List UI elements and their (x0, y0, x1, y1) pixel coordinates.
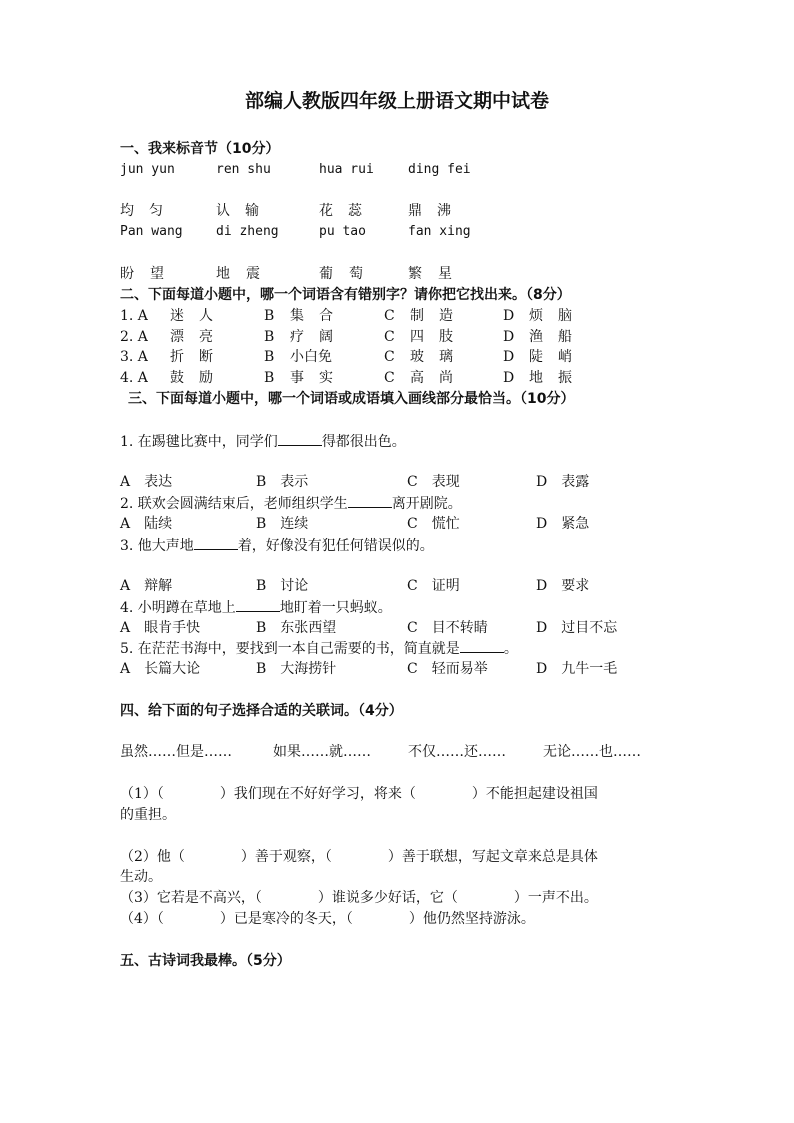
option-b: B 表示 (256, 474, 309, 490)
page-title: 部编人教版四年级上册语文期中试卷 (244, 90, 549, 112)
option-b: B 大海捞针 (256, 661, 337, 677)
option-number: 4. A (120, 370, 148, 386)
conjunction-question-2-cont: 生动。 (120, 869, 162, 885)
conjunction-question-1: （1）（ ）我们现在不好好学习，将来（ ）不能担起建设祖国 (120, 786, 598, 802)
option-letter: C (384, 308, 395, 324)
option-b: B 东张西望 (256, 620, 337, 636)
option-a: A 辩解 (120, 578, 173, 594)
option-word: 渔船 (529, 329, 587, 345)
option-word: 烦脑 (529, 308, 587, 324)
option-word: 地振 (529, 370, 587, 386)
conjunction-question-2: （2）他（ ）善于观察，（ ）善于联想，写起文章来总是具体 (120, 849, 598, 865)
option-b: B 讨论 (256, 578, 309, 594)
question-3: 3. 他大声地 着，好像没有犯任何错误似的。 (120, 535, 434, 556)
characters: 葡萄 (319, 266, 379, 282)
characters: 鼎沸 (408, 203, 466, 219)
characters: 均匀 (120, 203, 178, 219)
question-2: 2. 联欢会圆满结束后，老师组织学生 离开剧院。 (120, 493, 462, 514)
conjunction-option: 虽然……但是…… (120, 744, 232, 760)
option-word: 鼓励 (170, 370, 228, 386)
section-1-heading: 一、我来标音节（10分） (120, 141, 280, 157)
option-number: 1. A (120, 308, 148, 324)
option-d: D 表露 (536, 474, 590, 490)
pinyin: ding fei (408, 162, 471, 177)
option-letter: C (384, 370, 395, 386)
option-c: C 目不转睛 (407, 620, 488, 636)
conjunction-option: 如果……就…… (273, 744, 371, 760)
option-letter: B (264, 308, 275, 324)
characters: 认输 (216, 203, 274, 219)
option-d: D 九牛一毛 (536, 661, 618, 677)
option-number: 2. A (120, 329, 148, 345)
option-word: 四肢 (410, 329, 468, 345)
pinyin: di zheng (216, 224, 279, 239)
pinyin: jun yun (120, 162, 175, 177)
option-word: 漂亮 (170, 329, 228, 345)
option-letter: B (264, 329, 275, 345)
answer-blank[interactable] (236, 597, 280, 612)
option-word: 折断 (170, 349, 228, 365)
pinyin: fan xing (408, 224, 471, 239)
question-4: 4. 小明蹲在草地上 地盯着一只蚂蚁。 (120, 597, 392, 618)
option-a: A 长篇大论 (120, 661, 201, 677)
option-a: A 眼肯手快 (120, 620, 201, 636)
option-word: 高尚 (410, 370, 468, 386)
answer-blank[interactable] (460, 638, 504, 653)
conjunction-option: 不仅……还…… (408, 744, 506, 760)
option-word: 玻璃 (410, 349, 468, 365)
option-letter: D (503, 370, 515, 386)
option-d: D 紧急 (536, 516, 590, 532)
conjunction-question-1-cont: 的重担。 (120, 807, 176, 823)
option-number: 3. A (120, 349, 148, 365)
option-letter: C (384, 329, 395, 345)
option-word: 迷人 (170, 308, 228, 324)
option-word: 小白免 (290, 349, 332, 365)
option-letter: B (264, 349, 275, 365)
option-letter: D (503, 329, 515, 345)
option-c: C 表现 (407, 474, 460, 490)
section-5-heading: 五、古诗词我最棒。（5分） (120, 953, 291, 969)
answer-blank[interactable] (348, 493, 392, 508)
characters: 花蕊 (319, 203, 377, 219)
option-a: A 表达 (120, 474, 173, 490)
option-word: 疗阔 (290, 329, 348, 345)
characters: 地震 (216, 266, 276, 282)
option-d: D 过目不忘 (536, 620, 618, 636)
section-2-heading: 二、下面每道小题中，哪一个词语含有错别字？请你把它找出来。（8分） (120, 287, 571, 303)
option-word: 集合 (290, 308, 348, 324)
answer-blank[interactable] (278, 431, 322, 446)
option-letter: B (264, 370, 275, 386)
option-c: C 证明 (407, 578, 460, 594)
question-5: 5. 在茫茫书海中，要找到一本自己需要的书，简直就是 。 (120, 638, 518, 659)
option-letter: D (503, 349, 515, 365)
pinyin: Pan wang (120, 224, 183, 239)
section-4-heading: 四、给下面的句子选择合适的关联词。（4分） (120, 703, 403, 719)
option-b: B 连续 (256, 516, 309, 532)
option-word: 事实 (290, 370, 348, 386)
conjunction-question-3: （3）它若是不高兴，（ ）谁说多少好话，它（ ）一声不出。 (120, 890, 598, 906)
option-c: C 轻而易举 (407, 661, 488, 677)
characters: 繁星 (408, 266, 468, 282)
answer-blank[interactable] (194, 535, 238, 550)
characters: 盼望 (120, 266, 180, 282)
option-word: 制造 (410, 308, 468, 324)
option-letter: D (503, 308, 515, 324)
pinyin: ren shu (216, 162, 271, 177)
question-1: 1. 在踢毽比赛中，同学们 得都很出色。 (120, 431, 406, 452)
section-3-heading: 三、下面每道小题中，哪一个词语或成语填入画线部分最恰当。（10分） (128, 391, 575, 407)
pinyin: pu tao (319, 224, 366, 239)
conjunction-question-4: （4）（ ）已是寒冷的冬天，（ ）他仍然坚持游泳。 (120, 911, 535, 927)
option-a: A 陆续 (120, 516, 173, 532)
conjunction-option: 无论……也…… (543, 744, 641, 760)
option-d: D 要求 (536, 578, 590, 594)
option-letter: C (384, 349, 395, 365)
option-c: C 慌忙 (407, 516, 460, 532)
pinyin: hua rui (319, 162, 374, 177)
option-word: 陡峭 (529, 349, 587, 365)
